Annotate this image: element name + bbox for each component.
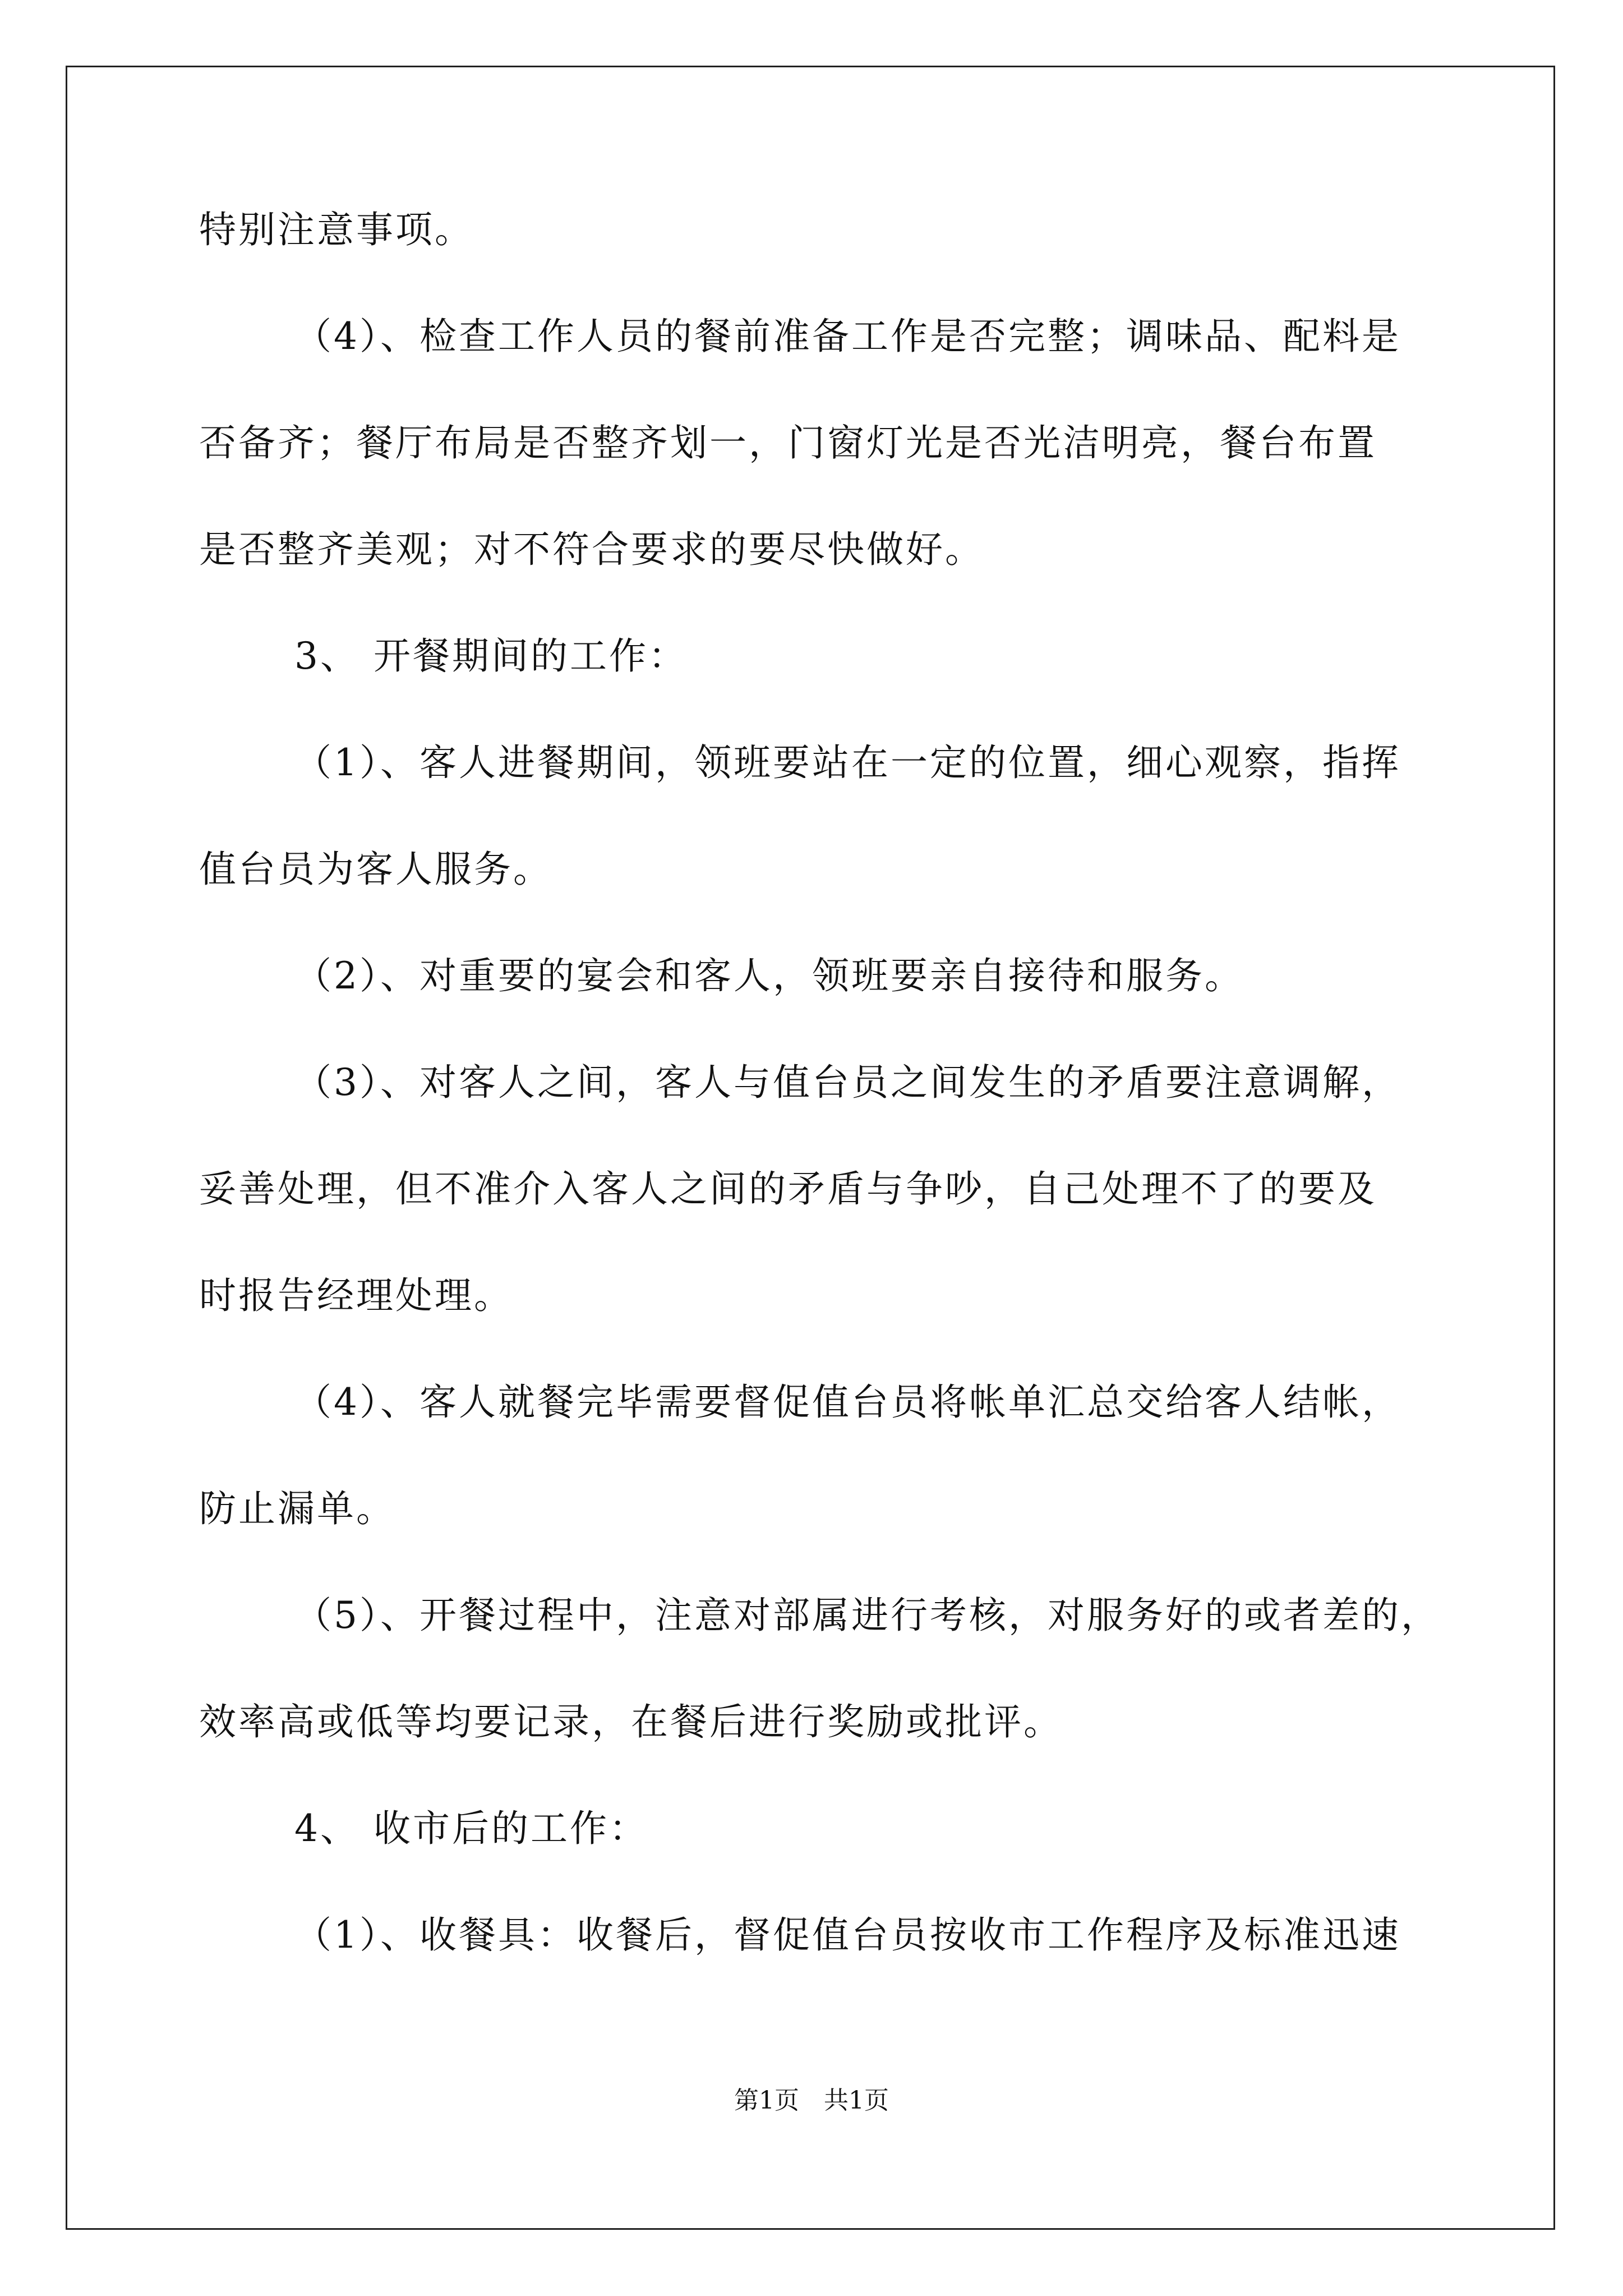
text-line: 值台员为客人服务。 (199, 848, 552, 891)
text-line: （1）、客人进餐期间，领班要站在一定的位置，细心观察，指挥 (294, 741, 1401, 784)
text-line: （1）、收餐具：收餐后，督促值台员按收市工作程序及标准迅速 (294, 1913, 1401, 1957)
section-heading: 4、 收市后的工作： (294, 1807, 648, 1850)
page-border (66, 66, 1555, 2230)
text-line: （3）、对客人之间，客人与值台员之间发生的矛盾要注意调解， (294, 1061, 1401, 1104)
page-footer: 第1页 共1页 (734, 2086, 889, 2115)
text-line: （5）、开餐过程中，注意对部属进行考核，对服务好的或者差的， (294, 1594, 1440, 1637)
text-line: 妥善处理，但不准介入客人之间的矛盾与争吵，自己处理不了的要及 (199, 1167, 1377, 1211)
text-line: 特别注意事项。 (199, 208, 474, 251)
text-line: 时报告经理处理。 (199, 1274, 513, 1317)
text-line: （4）、客人就餐完毕需要督促值台员将帐单汇总交给客人结帐， (294, 1381, 1401, 1424)
text-line: 否备齐；餐厅布局是否整齐划一，门窗灯光是否光洁明亮，餐台布置 (199, 421, 1377, 464)
text-line: 防止漏单。 (199, 1487, 395, 1530)
text-line: 是否整齐美观；对不符合要求的要尽快做好。 (199, 528, 984, 571)
text-line: （4）、检查工作人员的餐前准备工作是否完整；调味品、配料是 (294, 315, 1401, 358)
section-heading: 3、 开餐期间的工作： (294, 634, 688, 678)
text-line: （2）、对重要的宴会和客人，领班要亲自接待和服务。 (294, 954, 1244, 997)
text-line: 效率高或低等均要记录，在餐后进行奖励或批评。 (199, 1700, 1063, 1743)
